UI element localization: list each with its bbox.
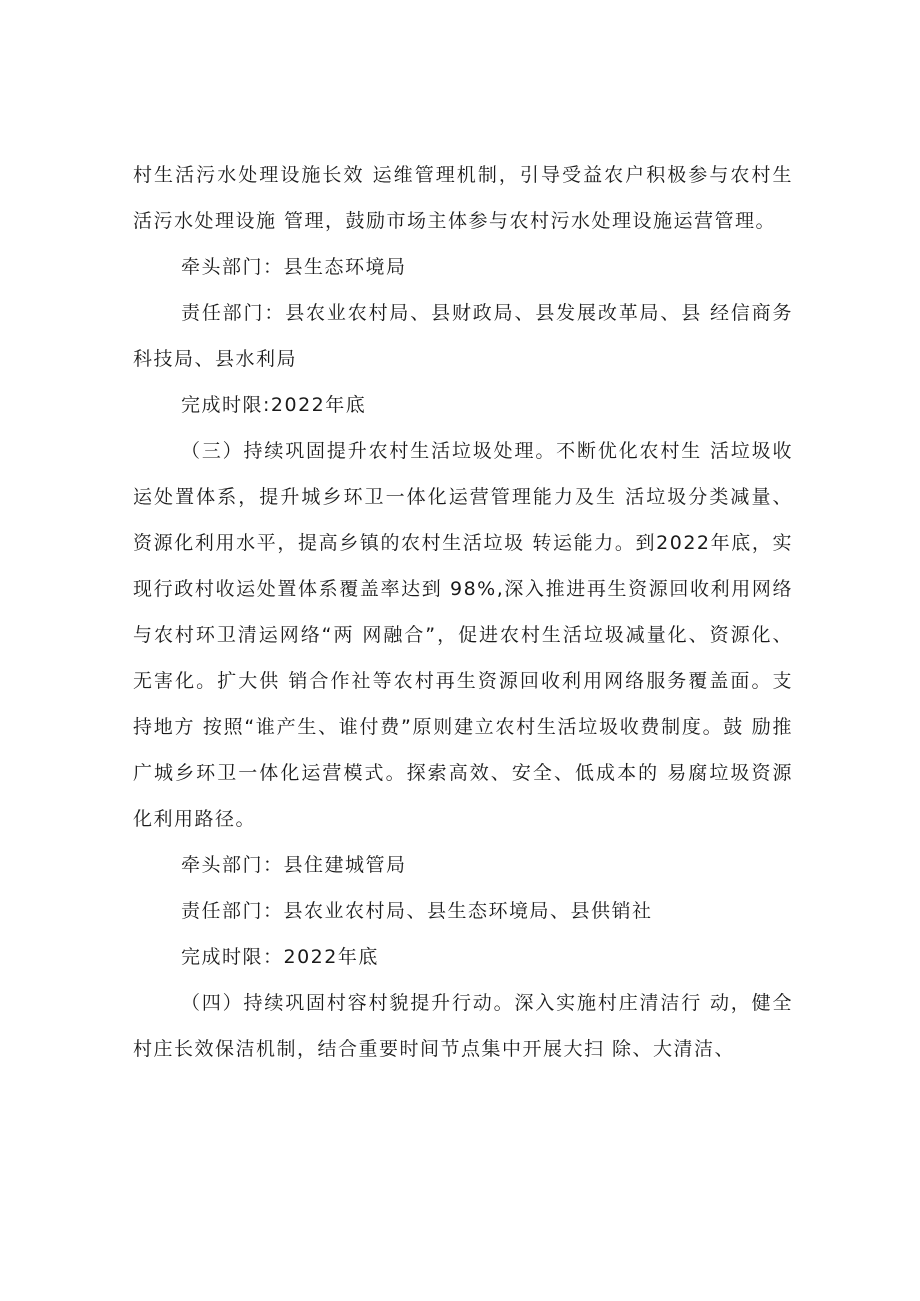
- lead-department-1: 牵头部门：县生态环境局: [181, 256, 407, 278]
- document-body: [133, 152, 793, 1072]
- deadline-2: 完成时限：2022年底: [181, 946, 379, 968]
- responsible-departments-1: 责任部门：县农业农村局、县财政局、县发展改革局、县 经信商务科技局、县水利局: [133, 302, 793, 370]
- lead-department-2: 牵头部门：县住建城管局: [181, 854, 407, 876]
- paragraph-sewage-management: 村生活污水处理设施长效 运维管理机制，引导受益农户积极参与农村生活污水处理设施 管理，鼓励市场主体参与农村污水处理设施运营管理。: [133, 164, 793, 232]
- responsible-departments-2: 责任部门：县农业农村局、县生态环境局、县供销社: [181, 900, 653, 922]
- deadline-1: 完成时限:2022年底: [181, 394, 367, 416]
- paragraph-section-3-garbage: （三）持续巩固提升农村生活垃圾处理。不断优化农村生 活垃圾收运处置体系，提升城乡环卫一体化运营管理能力及生 活垃圾分类减量、资源化利用水平，提高乡镇的农村生活垃圾 转运能力。到2022年底，实现行政村收运处置体系覆盖率达到 98%,深入推进再生资源回收利用网络与农村环卫清运网络“两 网融合”，促进农村生活垃圾减量化、资源化、无害化。扩大供 销合作社等农村再生资源回收利用网络服务覆盖面。支持地方 按照“谁产生、谁付费”原则建立农村生活垃圾收费制度。鼓 励推广城乡环卫一体化运营模式。探索高效、安全、低成本的 易腐垃圾资源化利用路径。: [133, 440, 793, 830]
- paragraph-section-4-village: （四）持续巩固村容村貌提升行动。深入实施村庄清洁行 动，健全村庄长效保洁机制，结合重要时间节点集中开展大扫 除、大清洁、: [133, 992, 793, 1060]
